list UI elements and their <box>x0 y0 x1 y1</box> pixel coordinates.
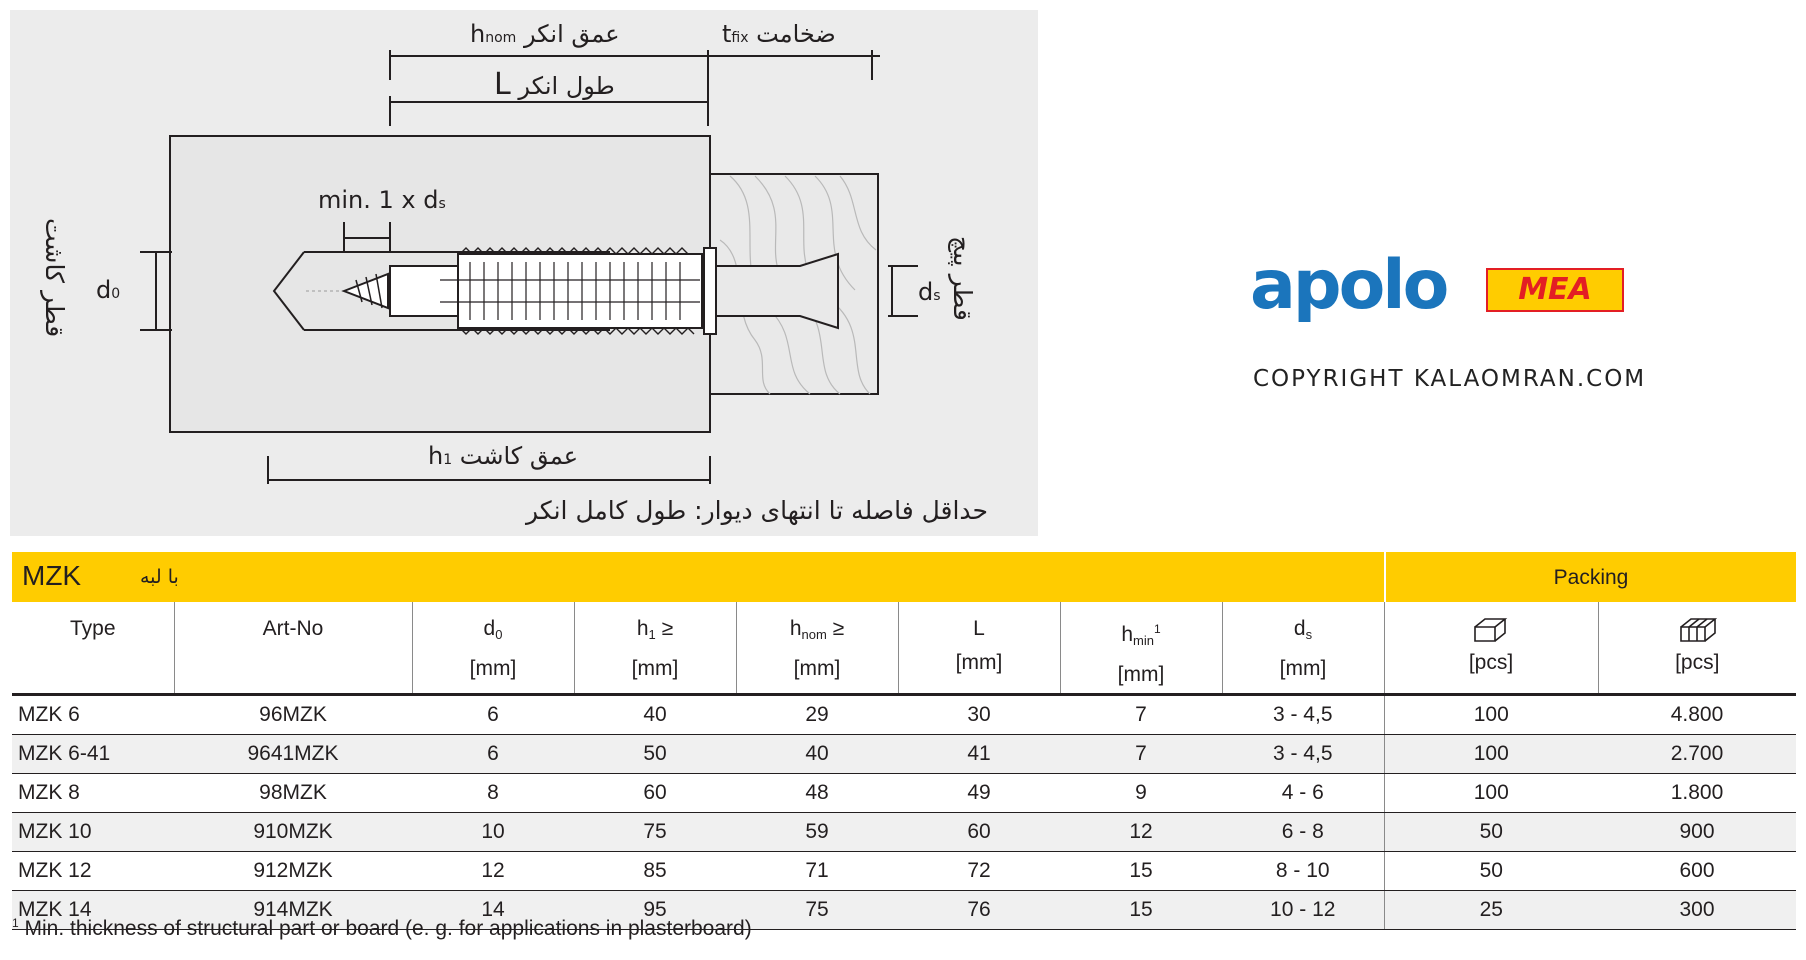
table-cell-hmin: 7 <box>1060 695 1222 735</box>
table-cell-d0: 6 <box>412 695 574 735</box>
table-cell-art: 912MZK <box>174 852 412 891</box>
apolo-wordmark: apolo <box>1250 246 1447 325</box>
ds-persian-label: قطر پیچ <box>948 236 977 321</box>
table-cell-type: MZK 6 <box>12 695 174 735</box>
table-cell-h1: 75 <box>574 813 736 852</box>
table-cell-pack1: 25 <box>1384 891 1598 930</box>
table-cell-pack2: 600 <box>1598 852 1796 891</box>
col-hnom: $h_{nom}$ ≥ [mm] <box>736 602 898 695</box>
table-cell-L: 72 <box>898 852 1060 891</box>
series-code: MZK <box>22 560 82 591</box>
hnom-label: hnom عمق انکر <box>470 20 620 48</box>
table-cell-L: 41 <box>898 735 1060 774</box>
table-cell-art: 914MZK <box>174 891 412 930</box>
col-h1: $h_1$ ≥ [mm] <box>574 602 736 695</box>
table-row <box>12 695 1796 735</box>
table-cell-d0: 8 <box>412 774 574 813</box>
box-icon <box>1471 615 1511 643</box>
copyright-text: COPYRIGHT KALAOMRAN.COM <box>1253 366 1647 392</box>
col-ds: $d_s$ [mm] <box>1222 602 1384 695</box>
table-cell-pack1: 50 <box>1384 852 1598 891</box>
table-cell-type: MZK 8 <box>12 774 174 813</box>
mea-text: MEA <box>1518 272 1592 307</box>
col-pack-box: [pcs] <box>1384 602 1598 695</box>
table-cell-hmin: 15 <box>1060 852 1222 891</box>
table-cell-hnom: 59 <box>736 813 898 852</box>
table-cell-pack1: 50 <box>1384 813 1598 852</box>
table-cell-art: 9641MZK <box>174 735 412 774</box>
table-cell-ds: 10 - 12 <box>1222 891 1384 930</box>
d0-persian-label: قطر کاشت <box>40 218 69 338</box>
table-cell-pack2: 300 <box>1598 891 1796 930</box>
edge-distance-caption: حداقل فاصله تا انتهای دیوار: طول کامل انکر <box>526 496 989 525</box>
table-cell-hmin: 9 <box>1060 774 1222 813</box>
table-cell-type: MZK 14 <box>12 891 174 930</box>
table-title-bar <box>12 552 1796 602</box>
table-cell-d0: 10 <box>412 813 574 852</box>
table-cell-pack2: 2.700 <box>1598 735 1796 774</box>
table-cell-art: 98MZK <box>174 774 412 813</box>
table-cell-hnom: 40 <box>736 735 898 774</box>
table-cell-type: MZK 12 <box>12 852 174 891</box>
min-depth-label: min. 1 x ds <box>318 186 446 214</box>
table-cell-pack1: 100 <box>1384 774 1598 813</box>
carton-icon <box>1677 615 1717 643</box>
table-cell-ds: 8 - 10 <box>1222 852 1384 891</box>
col-type: Type <box>12 602 174 695</box>
table-cell-pack1: 100 <box>1384 735 1598 774</box>
table-cell-hmin: 15 <box>1060 891 1222 930</box>
table-cell-hnom: 71 <box>736 852 898 891</box>
table-cell-d0: 14 <box>412 891 574 930</box>
table-cell-art: 96MZK <box>174 695 412 735</box>
table-cell-d0: 6 <box>412 735 574 774</box>
brand-logo <box>1250 246 1630 342</box>
table-body <box>12 695 1796 930</box>
table-cell-L: 60 <box>898 813 1060 852</box>
table-cell-pack2: 1.800 <box>1598 774 1796 813</box>
table-cell-h1: 95 <box>574 891 736 930</box>
table-cell-hnom: 48 <box>736 774 898 813</box>
table-cell-ds: 3 - 4,5 <box>1222 695 1384 735</box>
col-pack-carton: [pcs] <box>1598 602 1796 695</box>
table-cell-pack2: 4.800 <box>1598 695 1796 735</box>
footnote: $^1$ Min. thickness of structural part or board (e. g. for applications in plasterboard) <box>12 916 752 940</box>
table-header-row <box>12 602 1796 695</box>
table-cell-L: 49 <box>898 774 1060 813</box>
series-variant: با لبه <box>140 566 179 588</box>
table-cell-pack2: 900 <box>1598 813 1796 852</box>
col-L: L [mm] <box>898 602 1060 695</box>
table-cell-d0: 12 <box>412 852 574 891</box>
table-row <box>12 852 1796 891</box>
table-cell-h1: 60 <box>574 774 736 813</box>
table-cell-art: 910MZK <box>174 813 412 852</box>
table-cell-ds: 3 - 4,5 <box>1222 735 1384 774</box>
L-label: L طول انکر <box>494 67 615 102</box>
table-cell-hmin: 12 <box>1060 813 1222 852</box>
col-art-no: Art-No <box>174 602 412 695</box>
col-hmin: $h_{min}^1$ [mm] <box>1060 602 1222 695</box>
table-cell-type: MZK 6-41 <box>12 735 174 774</box>
table-cell-hmin: 7 <box>1060 735 1222 774</box>
table-row <box>12 813 1796 852</box>
packing-label: Packing <box>1553 566 1629 589</box>
table-row <box>12 774 1796 813</box>
table-row <box>12 735 1796 774</box>
table-cell-h1: 85 <box>574 852 736 891</box>
col-d0: $d_0$ [mm] <box>412 602 574 695</box>
table-cell-L: 30 <box>898 695 1060 735</box>
anchor-diagram <box>10 10 1038 536</box>
table-cell-h1: 50 <box>574 735 736 774</box>
spec-table-grid <box>12 602 1796 930</box>
screw-head <box>716 254 838 328</box>
table-cell-L: 76 <box>898 891 1060 930</box>
ds-label: ds <box>918 278 941 306</box>
table-cell-ds: 4 - 6 <box>1222 774 1384 813</box>
d0-label: d0 <box>96 276 121 304</box>
table-cell-h1: 40 <box>574 695 736 735</box>
table-cell-ds: 6 - 8 <box>1222 813 1384 852</box>
table-cell-type: MZK 10 <box>12 813 174 852</box>
mea-badge <box>1486 268 1624 312</box>
h1-label: h1 عمق کاشت <box>428 442 579 470</box>
table-cell-pack1: 100 <box>1384 695 1598 735</box>
anchor-collar <box>704 248 716 334</box>
table-cell-hnom: 75 <box>736 891 898 930</box>
spec-table <box>12 552 1796 930</box>
table-cell-hnom: 29 <box>736 695 898 735</box>
tfix-label: tfix ضخامت <box>722 20 836 48</box>
